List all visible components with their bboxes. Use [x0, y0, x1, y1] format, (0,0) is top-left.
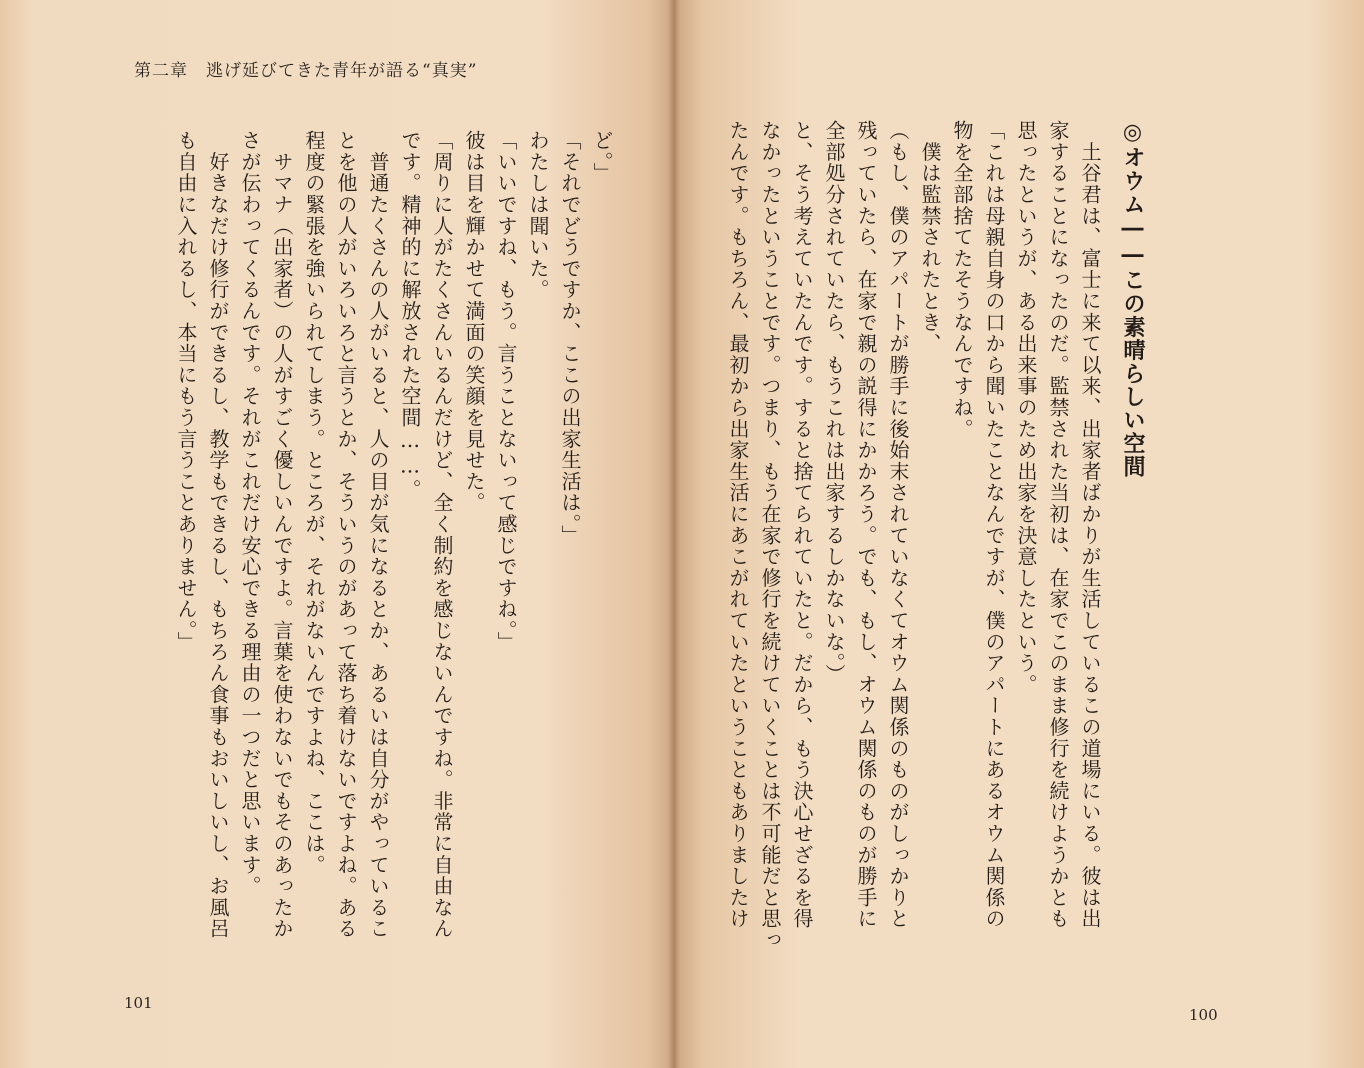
text-line: 「それでどうですか、ここの出家生活は。」	[558, 130, 582, 546]
text-line: 土谷君は、富士に来て以来、出家者ばかりが生活しているこの道場にいる。彼は出	[1078, 120, 1102, 930]
text-line: です。精神的に解放された空間……。	[398, 130, 422, 501]
text-line: 彼は目を輝かせて満面の笑顔を見せた。	[462, 130, 486, 514]
text-line: わたしは聞いた。	[526, 130, 550, 301]
text-line: たんです。もちろん、最初から出家生活にあこがれていたということもありましたけ	[726, 120, 750, 930]
section-heading: ◎オウム――この素晴らしい空間	[1120, 120, 1145, 479]
left-page-text	[170, 130, 618, 990]
text-line: とを他の人がいろいろと言うとか、そういうのがあって落ち着けないですよね。ある	[334, 130, 358, 940]
text-line: 全部処分されていたら、もうこれは出家するしかないな。）	[822, 120, 846, 686]
text-line: 物を全部捨てたそうなんですね。	[950, 120, 974, 440]
text-line: 好きなだけ修行ができるし、教学もできるし、もちろん食事もおいしいし、お風呂	[206, 130, 230, 940]
page-number-left: 101	[124, 994, 153, 1012]
text-line: サマナ（出家者）の人がすごく優しいんですよ。言葉を使わないでもそのあったか	[270, 130, 294, 940]
text-line: 家することになったのだ。監禁された当初は、在家でこのまま修行を続けようかとも	[1046, 120, 1070, 930]
text-line: （もし、僕のアパートが勝手に後始末されていなくてオウム関係のものがしっかりと	[886, 120, 910, 930]
text-line: 普通たくさんの人がいると、人の目が気になるとか、あるいは自分がやっているこ	[366, 130, 390, 940]
text-line: 「いいですね、もう。言うことないって感じですね。」	[494, 130, 518, 653]
book-gutter	[668, 0, 680, 1068]
text-line: さが伝わってくるんです。それがこれだけ安心できる理由の一つだと思います。	[238, 130, 262, 897]
text-line: なかったということです。つまり、もう在家で修行を続けていくことは不可能だと思っ	[758, 120, 782, 951]
right-page-text	[722, 120, 1148, 1000]
text-line: 「周りに人がたくさんいるんだけど、全く制約を感じないんですね。非常に自由なん	[430, 130, 454, 940]
text-line: ど。」	[590, 130, 614, 184]
text-line: 僕は監禁されたとき、	[918, 120, 942, 355]
text-line: と、そう考えていたんです。すると捨てられていたと。だから、もう決心せざるを得	[790, 120, 814, 930]
text-line: 思ったというが、ある出来事のため出家を決意したという。	[1014, 120, 1038, 696]
page-number-right: 100	[1189, 1006, 1218, 1024]
text-line: も自由に入れるし、本当にもう言うことありません。」	[174, 130, 198, 653]
text-line: 「これは母親自身の口から聞いたことなんですが、僕のアパートにあるオウム関係の	[982, 120, 1006, 930]
text-line: 残っていたら、在家で親の説得にかかろう。でも、もし、オウム関係のものが勝手に	[854, 120, 878, 930]
text-line: 程度の緊張を強いられてしまう。ところが、それがないんですよね、ここは。	[302, 130, 326, 876]
running-head: 第二章 逃げ延びてきた青年が語る“真実”	[134, 61, 478, 81]
